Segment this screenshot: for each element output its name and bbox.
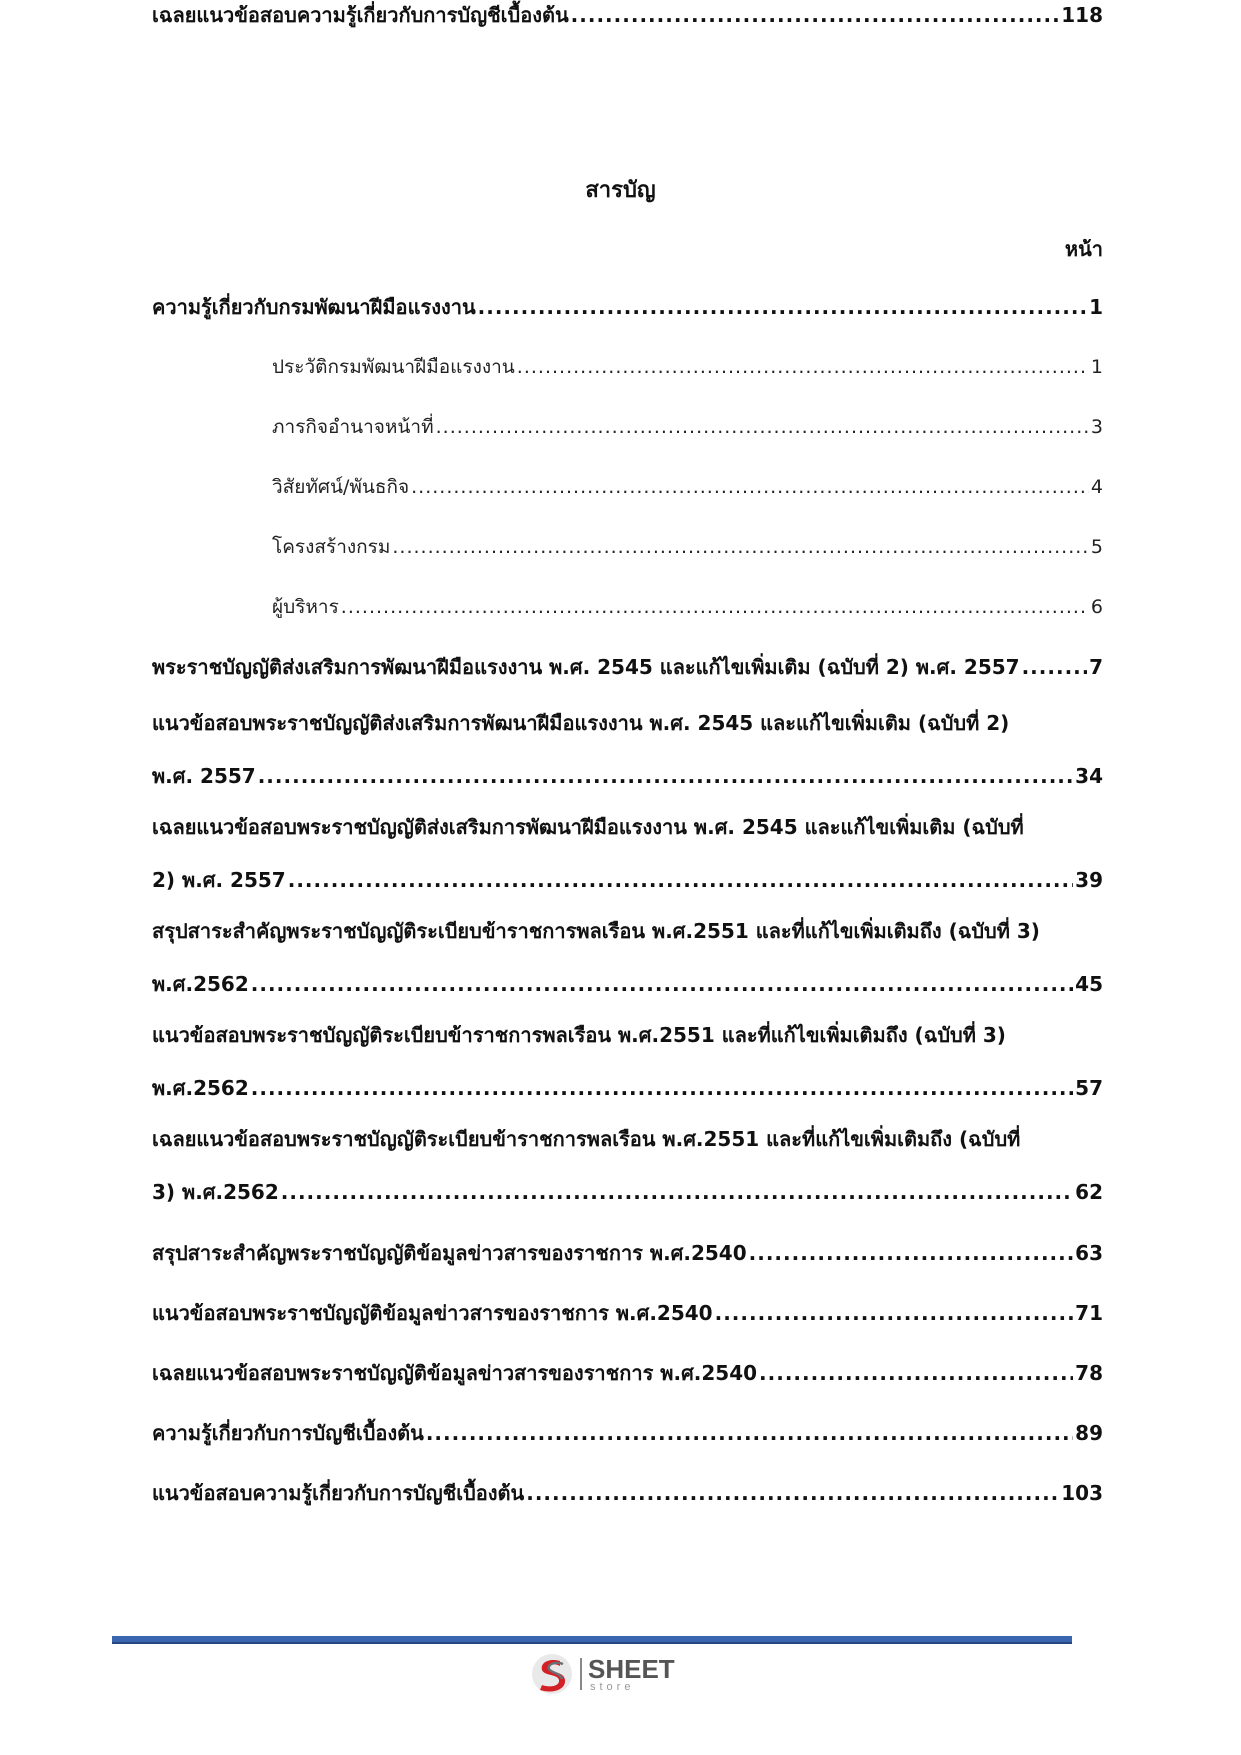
toc-page-number: 89 xyxy=(1075,1421,1103,1445)
toc-entry[interactable] xyxy=(152,1358,1103,1388)
toc-entry[interactable] xyxy=(152,0,1103,30)
toc-entry-title: แนวข้อสอบพระราชบัญญัติข้อมูลข่าวสารของราชการ พ.ศ.2540 xyxy=(152,1301,713,1325)
toc-page-number: 3 xyxy=(1090,416,1103,438)
toc-entry-title: ประวัติกรมพัฒนาฝีมือแรงงาน xyxy=(272,356,515,378)
toc-entry[interactable] xyxy=(152,812,1103,895)
toc-entry-title: 2) พ.ศ. 2557 xyxy=(152,868,286,892)
toc-entry-title: สรุปสาระสำคัญพระราชบัญญัติข้อมูลข่าวสารของราชการ พ.ศ.2540 xyxy=(152,1241,747,1265)
toc-entry-line xyxy=(152,1124,1103,1154)
toc-entry[interactable] xyxy=(152,1418,1103,1448)
toc-entry-title: ผู้บริหาร xyxy=(272,596,339,618)
toc-entry-line xyxy=(272,412,1103,442)
toc-page-number: 63 xyxy=(1075,1241,1103,1265)
toc-entry-line xyxy=(152,652,1103,682)
toc-entry[interactable] xyxy=(152,1298,1103,1328)
toc-entry-title: พ.ศ. 2557 xyxy=(152,764,256,788)
toc-leader-dots xyxy=(251,969,1073,999)
toc-entry-title: แนวข้อสอบพระราชบัญญัติส่งเสริมการพัฒนาฝีมือแรงงาน พ.ศ. 2545 และแก้ไขเพิ่มเติม (ฉบับที่ 2) xyxy=(152,711,1010,735)
toc-page-number: 1 xyxy=(1089,295,1103,319)
toc-entry-line xyxy=(152,1177,1103,1207)
toc-entry-line xyxy=(152,1020,1103,1050)
toc-page-number: 71 xyxy=(1075,1301,1103,1325)
toc-leader-dots xyxy=(478,292,1087,322)
toc-leader-dots xyxy=(251,1073,1073,1103)
page-title: สารบัญ xyxy=(585,178,656,203)
logo-separator xyxy=(580,1658,582,1690)
toc-entry-line xyxy=(152,1238,1103,1268)
toc-entry-title: แนวข้อสอบความรู้เกี่ยวกับการบัญชีเบื้องต้น xyxy=(152,1481,525,1505)
toc-page-number: 6 xyxy=(1090,596,1103,618)
toc-leader-dots xyxy=(759,1358,1073,1388)
toc-entry-line xyxy=(152,1418,1103,1448)
sheet-s-logo-icon xyxy=(530,1652,574,1696)
toc-page-number: 34 xyxy=(1075,764,1103,788)
toc-leader-dots xyxy=(426,1418,1073,1448)
toc-entry-title: วิสัยทัศน์/พันธกิจ xyxy=(272,476,410,498)
toc-entry[interactable] xyxy=(152,652,1103,682)
toc-leader-dots xyxy=(517,352,1089,382)
toc-leader-dots xyxy=(749,1238,1074,1268)
toc-entry[interactable] xyxy=(152,1478,1103,1508)
toc-entry-line xyxy=(272,592,1103,622)
toc-entry-title: 3) พ.ศ.2562 xyxy=(152,1180,279,1204)
toc-leader-dots xyxy=(392,532,1089,562)
toc-page-number: 57 xyxy=(1075,1076,1103,1100)
toc-leader-dots xyxy=(571,0,1060,30)
toc-entry-line xyxy=(152,1298,1103,1328)
toc-page-number: 39 xyxy=(1075,868,1103,892)
toc-leader-dots xyxy=(281,1177,1073,1207)
toc-page-number: 4 xyxy=(1090,476,1103,498)
toc-entry[interactable] xyxy=(272,472,1103,502)
toc-entry-line xyxy=(152,0,1103,30)
logo-text: SHEET xyxy=(588,1654,675,1684)
toc-page-number: 118 xyxy=(1061,3,1103,27)
toc-entry-title: เฉลยแนวข้อสอบพระราชบัญญัติข้อมูลข่าวสารของราชการ พ.ศ.2540 xyxy=(152,1361,758,1385)
toc-leader-dots xyxy=(715,1298,1074,1328)
toc-leader-dots xyxy=(341,592,1089,622)
toc-entry[interactable] xyxy=(272,592,1103,622)
toc-entry-line xyxy=(152,1478,1103,1508)
footer-divider xyxy=(112,1636,1072,1642)
toc-entry-title: เฉลยแนวข้อสอบพระราชบัญญัติระเบียบข้าราชการพลเรือน พ.ศ.2551 และที่แก้ไขเพิ่มเติมถึง (ฉบับที่ xyxy=(152,1127,1021,1151)
toc-entry-line xyxy=(272,352,1103,382)
toc-leader-dots xyxy=(258,761,1073,791)
toc-entry[interactable] xyxy=(152,1124,1103,1207)
toc-page-number: 7 xyxy=(1089,655,1103,679)
toc-entry-title: เฉลยแนวข้อสอบพระราชบัญญัติส่งเสริมการพัฒนาฝีมือแรงงาน พ.ศ. 2545 และแก้ไขเพิ่มเติม (ฉบับที่ xyxy=(152,815,1024,839)
toc-leader-dots xyxy=(411,472,1089,502)
toc-entry-title: แนวข้อสอบพระราชบัญญัติระเบียบข้าราชการพลเรือน พ.ศ.2551 และที่แก้ไขเพิ่มเติมถึง (ฉบับที่ 3) xyxy=(152,1023,1006,1047)
toc-entry-line xyxy=(152,761,1103,791)
toc-entry-title: พ.ศ.2562 xyxy=(152,1076,249,1100)
toc-entry[interactable] xyxy=(272,532,1103,562)
toc-entry[interactable] xyxy=(152,292,1103,322)
toc-entry-line xyxy=(272,472,1103,502)
toc-entry[interactable] xyxy=(152,1020,1103,1103)
toc-page-number: 1 xyxy=(1090,356,1103,378)
toc-entry-title: ความรู้เกี่ยวกับการบัญชีเบื้องต้น xyxy=(152,1421,424,1445)
toc-entry-title: พ.ศ.2562 xyxy=(152,972,249,996)
toc-page-number: 45 xyxy=(1075,972,1103,996)
toc-page-number: 78 xyxy=(1075,1361,1103,1385)
sheet-store-logo xyxy=(530,1652,690,1696)
toc-entry-title: สรุปสาระสำคัญพระราชบัญญัติระเบียบข้าราชการพลเรือน พ.ศ.2551 และที่แก้ไขเพิ่มเติมถึง (ฉบับที่ 3) xyxy=(152,919,1040,943)
toc-leader-dots xyxy=(1022,652,1088,682)
toc-entry[interactable] xyxy=(272,412,1103,442)
toc-entry-line xyxy=(152,969,1103,999)
toc-entry[interactable] xyxy=(152,708,1103,791)
toc-entry-title: ความรู้เกี่ยวกับกรมพัฒนาฝีมือแรงงาน xyxy=(152,295,476,319)
logo-subtext: store xyxy=(590,1681,635,1693)
toc-entry-line xyxy=(272,532,1103,562)
toc-entry-line xyxy=(152,916,1103,946)
toc-entry[interactable] xyxy=(152,916,1103,999)
toc-entry-line xyxy=(152,292,1103,322)
toc-entry-line xyxy=(152,1073,1103,1103)
toc-page-number: 5 xyxy=(1090,536,1103,558)
toc-entry-title: พระราชบัญญัติส่งเสริมการพัฒนาฝีมือแรงงาน พ.ศ. 2545 และแก้ไขเพิ่มเติม (ฉบับที่ 2) พ.ศ. 2557 xyxy=(152,655,1020,679)
toc-leader-dots xyxy=(436,412,1089,442)
toc-entry-title: ภารกิจอำนาจหน้าที่ xyxy=(272,416,434,438)
toc-entry[interactable] xyxy=(152,1238,1103,1268)
page-column-label: หน้า xyxy=(1064,237,1103,261)
toc-entry-title: โครงสร้างกรม xyxy=(272,536,391,558)
toc-page-number: 103 xyxy=(1061,1481,1103,1505)
toc-entry-title: เฉลยแนวข้อสอบความรู้เกี่ยวกับการบัญชีเบื้องต้น xyxy=(152,3,569,27)
toc-entry-line xyxy=(152,865,1103,895)
toc-entry-line xyxy=(152,812,1103,842)
toc-leader-dots xyxy=(526,1478,1059,1508)
toc-entry-line xyxy=(152,1358,1103,1388)
toc-page-number: 62 xyxy=(1075,1180,1103,1204)
toc-entry[interactable] xyxy=(272,352,1103,382)
toc-leader-dots xyxy=(288,865,1073,895)
toc-entry-line xyxy=(152,708,1103,738)
